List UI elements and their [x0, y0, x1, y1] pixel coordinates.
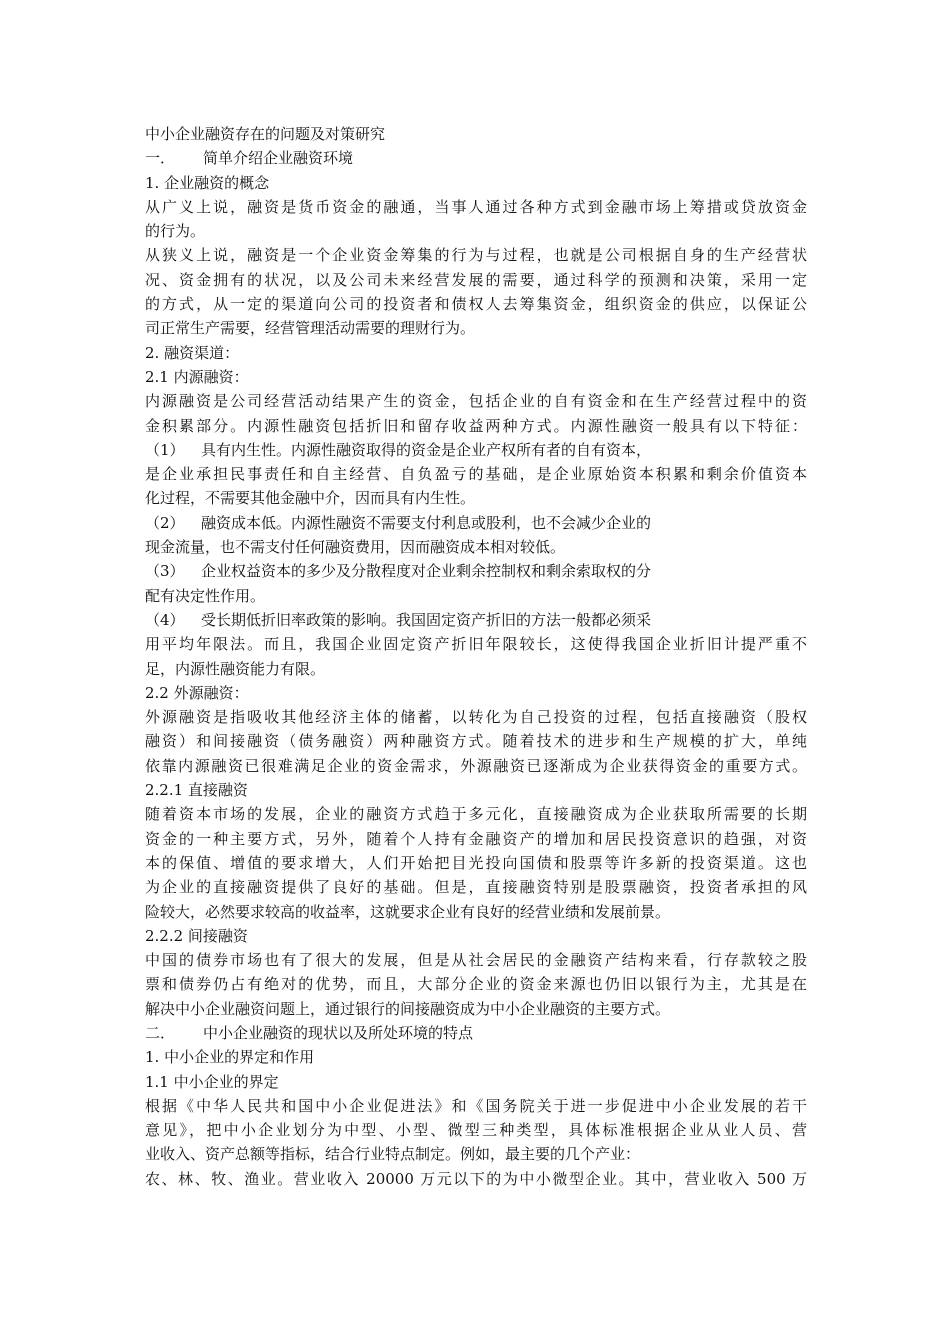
- text-line: [145, 584, 807, 608]
- line-text: 1.1 中小企业的界定: [145, 1072, 279, 1091]
- text-line: [145, 1118, 807, 1142]
- text-line: [145, 462, 807, 486]
- line-text: 的行为。: [145, 222, 206, 241]
- line-text: 配有决定性作用。: [145, 586, 266, 605]
- line-text: 依靠内源融资已很难满足企业的资金需求，外源融资已逐渐成为企业获得资金的重要方式。: [145, 756, 807, 775]
- text-line: [145, 948, 807, 972]
- text-line: [145, 1167, 807, 1191]
- document-page: [145, 122, 807, 1191]
- text-line: [145, 1021, 807, 1045]
- line-text: 解决中小企业融资问题上，通过银行的间接融资成为中小企业融资的主要方式。: [145, 999, 671, 1018]
- text-line: [145, 1045, 807, 1069]
- text-line: [145, 243, 807, 267]
- line-text: 内源融资是公司经营活动结果产生的资金，包括企业的自有资金和在生产经营过程中的资: [145, 392, 807, 411]
- text-line: [145, 316, 807, 340]
- text-line: [145, 559, 807, 583]
- line-text: 2. 融资渠道：: [145, 343, 240, 362]
- text-line: [145, 608, 807, 632]
- text-line: [145, 292, 807, 316]
- text-line: [145, 705, 807, 729]
- text-line: [145, 754, 807, 778]
- text-line: [145, 1070, 807, 1094]
- line-text: 融资成本低。内源性融资不需要支付利息或股利，也不会减少企业的: [201, 513, 652, 532]
- line-text: 险较大，必然要求较高的收益率，这就要求企业有良好的经营业绩和发展前景。: [145, 902, 671, 921]
- line-text: 简单介绍企业融资环境: [203, 149, 354, 168]
- text-line: [145, 851, 807, 875]
- text-line: [145, 195, 807, 219]
- text-line: [145, 632, 807, 656]
- text-line: [145, 511, 807, 535]
- line-text: 中小企业融资存在的问题及对策研究: [145, 125, 386, 143]
- text-line: [145, 268, 807, 292]
- text-line: [145, 900, 807, 924]
- line-text: 从广义上说，融资是货币资金的融通，当事人通过各种方式到金融市场上筹措或贷放资金: [145, 197, 807, 216]
- line-text: 1. 企业融资的概念: [145, 173, 270, 192]
- line-text: 农、林、牧、渔业。营业收入 20000 万元以下的为中小微型企业。其中，营业收入 500 万: [145, 1169, 807, 1188]
- text-line: [145, 219, 807, 243]
- line-text: 根据《中华人民共和国中小企业促进法》和《国务院关于进一步促进中小企业发展的若干: [145, 1096, 807, 1115]
- line-text: 融资）和间接融资（债务融资）两种融资方式。随着技术的进步和生产规模的扩大，单纯: [145, 732, 807, 751]
- line-text: 业收入、资产总额等指标，结合行业特点制定。例如，最主要的几个产业：: [145, 1145, 641, 1164]
- line-text: 2.2.1 直接融资: [145, 781, 248, 800]
- text-line: [145, 729, 807, 753]
- text-line: [145, 389, 807, 413]
- text-line: [145, 827, 807, 851]
- text-line: [145, 972, 807, 996]
- text-line: [145, 924, 807, 948]
- text-line: [145, 365, 807, 389]
- line-text: 2.2 外源融资：: [145, 683, 249, 702]
- line-text: 企业权益资本的多少及分散程度对企业剩余控制权和剩余索取权的分: [201, 562, 652, 581]
- list-number: （1）: [145, 440, 185, 459]
- text-line: [145, 438, 807, 462]
- text-line: [145, 657, 807, 681]
- line-text: 况、资金拥有的状况，以及公司未来经营发展的需要，通过科学的预测和决策，采用一定: [145, 270, 807, 289]
- line-text: 化过程，不需要其他金融中介，因而具有内生性。: [145, 489, 476, 508]
- text-line: [145, 414, 807, 438]
- text-line: [145, 341, 807, 365]
- list-number: 一．: [145, 149, 176, 168]
- line-text: 2.2.2 间接融资: [145, 926, 248, 945]
- line-text: 受长期低折旧率政策的影响。我国固定资产折旧的方法一般都必须采: [201, 610, 652, 629]
- line-text: 随着资本市场的发展，企业的融资方式趋于多元化，直接融资成为企业获取所需要的长期: [145, 805, 807, 824]
- line-text: 现金流量，也不需支付任何融资费用，因而融资成本相对较低。: [145, 538, 566, 557]
- list-number: （4）: [145, 610, 185, 629]
- line-text: 金积累部分。内源性融资包括折旧和留存收益两种方式。内源性融资一般具有以下特征：: [145, 416, 807, 435]
- line-text: 意见》，把中小企业划分为中型、小型、微型三种类型，具体标准根据企业从业人员、营: [145, 1121, 807, 1140]
- line-text: 票和债券仍占有绝对的优势，而且，大部分企业的资金来源也仍旧以银行为主，尤其是在: [145, 975, 807, 994]
- line-text: 从狭义上说，融资是一个企业资金筹集的行为与过程，也就是公司根据自身的生产经营状: [145, 246, 807, 265]
- line-text: 资金的一种主要方式，另外，随着个人持有金融资产的增加和居民投资意识的趋强，对资: [145, 829, 807, 848]
- text-line: [145, 1142, 807, 1166]
- text-line: [145, 486, 807, 510]
- line-text: 中小企业融资的现状以及所处环境的特点: [203, 1023, 474, 1042]
- line-text: 足，内源性融资能力有限。: [145, 659, 326, 678]
- line-text: 外源融资是指吸收其他经济主体的储蓄，以转化为自己投资的过程，包括直接融资（股权: [145, 708, 807, 727]
- text-line: [145, 997, 807, 1021]
- list-number: （2）: [145, 513, 185, 532]
- line-text: 用平均年限法。而且，我国企业固定资产折旧年限较长，这使得我国企业折旧计提严重不: [145, 635, 807, 654]
- line-text: 本的保值、增值的要求增大，人们开始把目光投向国债和股票等许多新的投资渠道。这也: [145, 853, 807, 872]
- line-text: 为企业的直接融资提供了良好的基础。但是，直接融资特别是股票融资，投资者承担的风: [145, 878, 807, 897]
- text-line: [145, 1094, 807, 1118]
- text-line: [145, 171, 807, 195]
- text-line: [145, 778, 807, 802]
- line-text: 中国的债券市场也有了很大的发展，但是从社会居民的金融资产结构来看，行存款较之股: [145, 951, 807, 970]
- list-number: （3）: [145, 562, 185, 581]
- list-number: 二．: [145, 1023, 176, 1042]
- line-text: 具有内生性。内源性融资取得的资金是企业产权所有者的自有资本，: [201, 440, 652, 459]
- line-text: 司正常生产需要，经营管理活动需要的理财行为。: [145, 319, 476, 338]
- line-text: 是企业承担民事责任和自主经营、自负盈亏的基础，是企业原始资本积累和剩余价值资本: [145, 465, 807, 484]
- text-line: [145, 681, 807, 705]
- line-text: 2.1 内源融资：: [145, 367, 249, 386]
- text-line: [145, 146, 807, 170]
- text-line: [145, 535, 807, 559]
- text-line: [145, 122, 807, 146]
- line-text: 1. 中小企业的界定和作用: [145, 1048, 315, 1067]
- text-line: [145, 875, 807, 899]
- text-line: [145, 802, 807, 826]
- line-text: 的方式，从一定的渠道向公司的投资者和债权人去筹集资金，组织资金的供应，以保证公: [145, 295, 807, 314]
